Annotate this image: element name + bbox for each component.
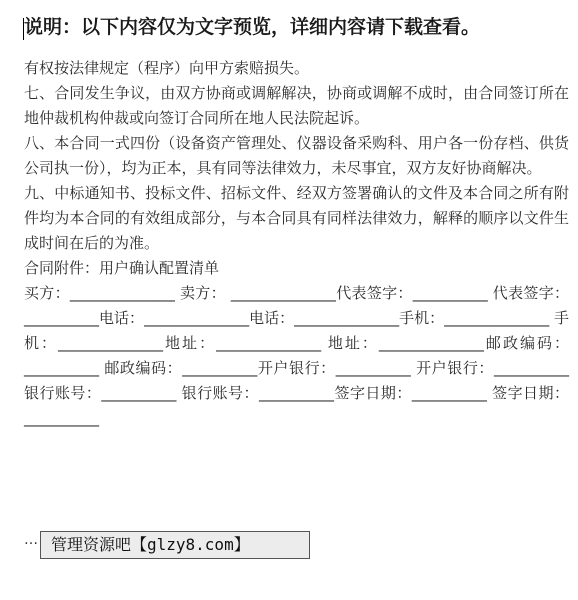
paragraph-attachment-list: 合同附件：用户确认配置清单 — [24, 259, 220, 277]
paragraph-copies: 八、本合同一式四份（设备资产管理处、仪器设备采购科、用户各一份存档、供货公司执一份），均为正本，具有同等法律效力，未尽事宜，双方友好协商解决。 — [24, 134, 569, 177]
paragraph-attachments-validity: 九、中标通知书、投标文件、招标文件、经双方签署确认的文件及本合同之所有附件均为本合同的有效组成部分，与本合同具有同样法律效力，解释的顺序以文件生成时间在后的为准。 — [24, 184, 569, 252]
paragraph-dispute: 七、合同发生争议，由双方协商或调解解决，协商或调解不成时，由合同签订所在地仲裁机构仲裁或向签订合同所在地人民法院起诉。 — [24, 84, 569, 127]
ellipsis-mark: … — [24, 532, 38, 548]
preview-notice: 说明：以下内容仅为文字预览，详细内容请下载查看。 — [24, 16, 481, 38]
signature-block: 买方：______________ 卖方： ______________代表签字：__________ 代表签字：__________电话：______________电话：______________手机：______________ 手机：______________地址：______________ 地址：______________邮政编码：__________ 邮政编码：__________开户银行：__________ 开户银行：__________银行账号：__________ 银行账号：__________签字日期：__________ 签字日期：__________ — [24, 284, 569, 427]
paragraph-compensation: 有权按法律规定（程序）向甲方索赔损失。 — [24, 59, 310, 77]
source-link[interactable]: 管理资源吧【glzy8.com】 — [40, 531, 310, 559]
document-body — [24, 56, 569, 431]
